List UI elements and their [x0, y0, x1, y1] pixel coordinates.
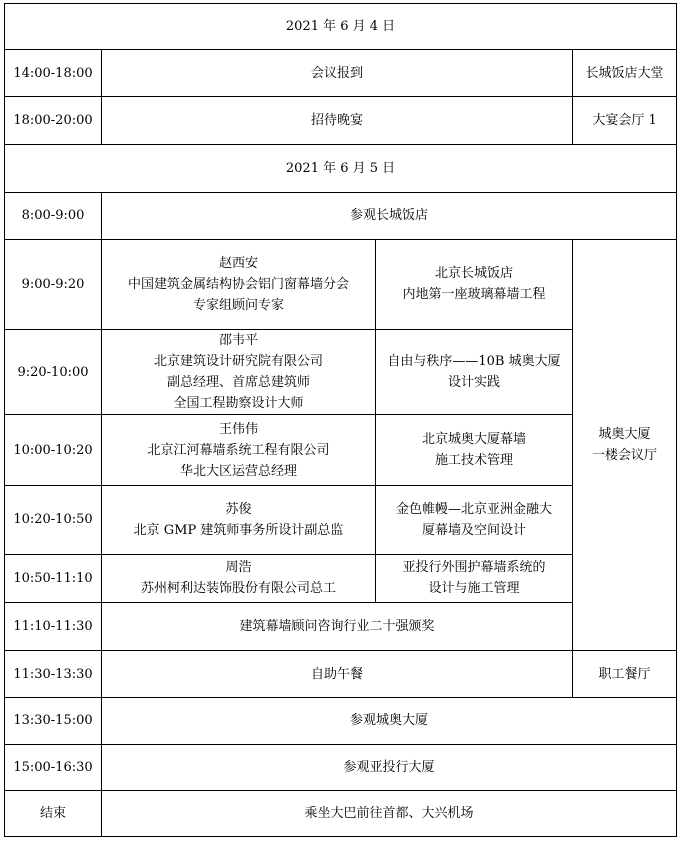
date-header: 2021 年 6 月 4 日	[5, 4, 677, 50]
time-cell: 10:20-10:50	[5, 485, 102, 554]
speaker-cell	[102, 415, 376, 485]
speaker-affiliation: 苏州柯利达装饰股份有限公司总工	[140, 581, 336, 597]
time-cell: 11:30-13:30	[5, 651, 102, 698]
venue-line: 一楼会议厅	[592, 448, 658, 464]
time-cell: 10:50-11:10	[5, 554, 102, 602]
speaker-affiliation: 北京建筑设计研究院有限公司	[153, 354, 323, 370]
event-cell: 会议报到	[102, 50, 573, 97]
topic-cell	[376, 554, 573, 602]
venue-cell: 职工餐厅	[573, 651, 677, 698]
event-cell: 参观城奥大厦	[102, 698, 677, 744]
speaker-name: 周浩	[225, 560, 252, 576]
time-cell: 11:10-11:30	[5, 603, 102, 651]
topic-line: 北京城奥大厦幕墙	[421, 432, 526, 448]
table-row	[5, 50, 677, 97]
time-cell: 8:00-9:00	[5, 192, 102, 239]
topic-line: 设计与施工管理	[428, 581, 520, 597]
topic-line: 亚投行外围护幕墙系统的	[402, 560, 546, 576]
table-row	[5, 651, 677, 698]
speaker-cell	[102, 239, 376, 329]
venue-cell: 长城饭店大堂	[573, 50, 677, 97]
table-row	[5, 192, 677, 239]
time-cell: 15:00-16:30	[5, 744, 102, 790]
time-cell: 18:00-20:00	[5, 97, 102, 145]
time-cell: 13:30-15:00	[5, 698, 102, 744]
table-row	[5, 790, 677, 836]
venue-cell: 大宴会厅 1	[573, 97, 677, 145]
speaker-name: 赵西安	[218, 255, 258, 271]
speaker-cell	[102, 485, 376, 554]
topic-line: 内地第一座玻璃幕墙工程	[402, 287, 546, 303]
table-row	[5, 239, 677, 329]
topic-cell	[376, 330, 573, 415]
schedule-table	[4, 3, 677, 837]
time-cell: 9:20-10:00	[5, 330, 102, 415]
event-cell: 乘坐大巴前往首都、大兴机场	[102, 790, 677, 836]
table-row	[5, 744, 677, 790]
speaker-title: 副总经理、首席总建筑师	[166, 375, 310, 391]
date-header-row-day2	[5, 145, 677, 192]
topic-line: 自由与秩序——10B 城奥大厦	[387, 354, 561, 370]
speaker-name: 苏俊	[225, 501, 252, 517]
speaker-honor: 全国工程勘察设计大师	[173, 396, 304, 412]
speaker-name: 王伟伟	[218, 421, 258, 437]
event-cell: 招待晚宴	[102, 97, 573, 145]
venue-line: 城奥大厦	[598, 427, 651, 443]
topic-cell	[376, 485, 573, 554]
talks-venue-cell	[573, 239, 677, 650]
topic-cell	[376, 239, 573, 329]
time-cell: 14:00-18:00	[5, 50, 102, 97]
speaker-cell	[102, 330, 376, 415]
date-header-row-day1	[5, 4, 677, 50]
speaker-affiliation: 北京 GMP 建筑师事务所设计副总监	[133, 522, 344, 538]
topic-line: 设计实践	[447, 375, 500, 391]
speaker-affiliation: 北京江河幕墙系统工程有限公司	[147, 442, 330, 458]
date-header: 2021 年 6 月 5 日	[5, 145, 677, 192]
topic-line: 金色帷幔—北京亚洲金融大	[395, 501, 552, 517]
speaker-title: 华北大区运营总经理	[179, 463, 297, 479]
event-cell: 参观亚投行大厦	[102, 744, 677, 790]
time-cell: 9:00-9:20	[5, 239, 102, 329]
speaker-cell	[102, 554, 376, 602]
time-cell: 结束	[5, 790, 102, 836]
speaker-affiliation: 中国建筑金属结构协会铝门窗幕墙分会	[127, 276, 349, 292]
table-row	[5, 698, 677, 744]
speaker-title: 专家组顾问专家	[192, 297, 284, 313]
event-cell: 建筑幕墙顾问咨询行业二十强颁奖	[102, 603, 573, 651]
topic-line: 施工技术管理	[434, 453, 513, 469]
topic-line: 北京长城饭店	[434, 266, 513, 282]
event-cell: 参观长城饭店	[102, 192, 677, 239]
event-cell: 自助午餐	[102, 651, 573, 698]
topic-line: 厦幕墙及空间设计	[421, 522, 526, 538]
time-cell: 10:00-10:20	[5, 415, 102, 485]
table-row	[5, 97, 677, 145]
speaker-name: 邵韦平	[218, 333, 258, 349]
topic-cell	[376, 415, 573, 485]
